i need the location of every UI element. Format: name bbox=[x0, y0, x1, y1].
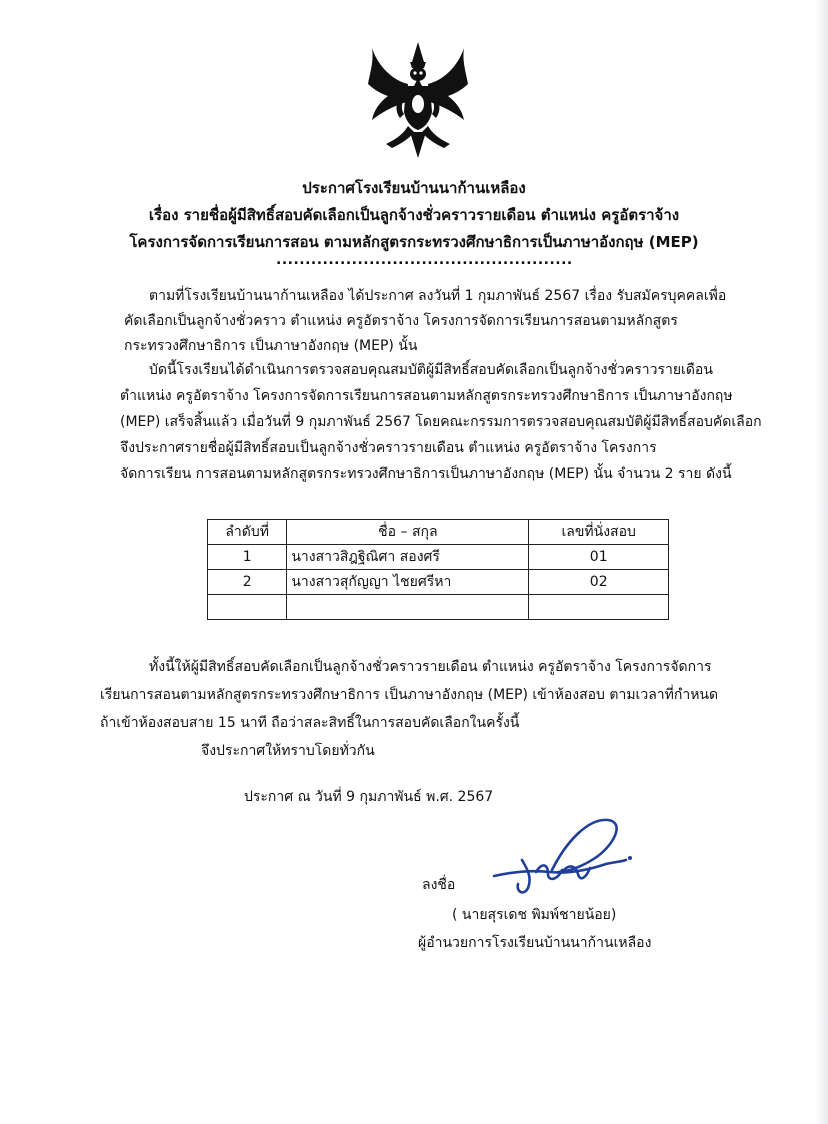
paragraph-1-line: ตามที่โรงเรียนบ้านนาก้านเหลือง ได้ประกาศ ลงวันที่ 1 กุมภาพันธ์ 2567 เรื่อง รับสมัครบุคคลเพื่อ bbox=[149, 288, 727, 304]
paragraph-1-line: คัดเลือกเป็นลูกจ้างชั่วคราว ตำแหน่ง ครูอัตราจ้าง โครงการจัดการเรียนการสอนตามหลักสูตร bbox=[124, 313, 678, 329]
announcement-subject: เรื่อง รายชื่อผู้มีสิทธิ์สอบคัดเลือกเป็นลูกจ้างชั่วคราวรายเดือน ตำแหน่ง ครูอัตราจ้าง bbox=[148, 206, 680, 224]
cell-order: 1 bbox=[208, 545, 287, 570]
cell-name: นางสาวสิฎฐิณิศา สองศรี bbox=[287, 545, 529, 570]
column-header-seat: เลขที่นั่งสอบ bbox=[529, 520, 669, 545]
garuda-emblem-icon bbox=[364, 40, 472, 160]
paragraph-3-line: ทั้งนี้ให้ผู้มีสิทธิ์สอบคัดเลือกเป็นลูกจ้างชั่วคราวรายเดือน ตำแหน่ง ครูอัตราจ้าง โครงการจัดการ bbox=[149, 659, 712, 675]
paragraph-2-line: บัดนี้โรงเรียนได้ดำเนินการตรวจสอบคุณสมบัติผู้มีสิทธิ์สอบคัดเลือกเป็นลูกจ้างชั่วคราวรายเดือน bbox=[149, 362, 713, 378]
cell-seat bbox=[529, 595, 669, 620]
page-edge-shadow bbox=[814, 0, 828, 1124]
table-row bbox=[208, 570, 669, 595]
table-row-empty bbox=[208, 595, 669, 620]
signature-label: ลงชื่อ bbox=[422, 877, 456, 893]
column-header-name: ชื่อ – สกุล bbox=[287, 520, 529, 545]
paragraph-3-line: เรียนการสอนตามหลักสูตรกระทรวงศึกษาธิการ เป็นภาษาอังกฤษ (MEP) เข้าห้องสอบ ตามเวลาที่กำหนด bbox=[100, 687, 719, 703]
paragraph-1-line: กระทรวงศึกษาธิการ เป็นภาษาอังกฤษ (MEP) นั้น bbox=[124, 338, 418, 354]
closing-line: จึงประกาศให้ทราบโดยทั่วกัน bbox=[201, 743, 375, 759]
signer-name: ( นายสุรเดช พิมพ์ชายน้อย) bbox=[452, 907, 617, 923]
cell-order: 2 bbox=[208, 570, 287, 595]
paragraph-3-line: ถ้าเข้าห้องสอบสาย 15 นาที ถือว่าสละสิทธิ์ในการสอบคัดเลือกในครั้งนี้ bbox=[100, 715, 520, 731]
paragraph-2-line: (MEP) เสร็จสิ้นแล้ว เมื่อวันที่ 9 กุมภาพันธ์ 2567 โดยคณะกรรมการตรวจสอบคุณสมบัติผู้มีสิทธิ์สอบคัดเลือก bbox=[120, 414, 762, 430]
paragraph-2-line: จึงประกาศรายชื่อผู้มีสิทธิ์สอบเป็นลูกจ้างชั่วคราวรายเดือน ตำแหน่ง ครูอัตราจ้าง โครงการ bbox=[120, 440, 657, 456]
cell-name: นางสาวสุกัญญา ไชยศรีหา bbox=[287, 570, 529, 595]
announcement-title: ประกาศโรงเรียนบ้านนาก้านเหลือง bbox=[302, 179, 526, 197]
column-header-order: ลำดับที่ bbox=[208, 520, 287, 545]
announcement-project: โครงการจัดการเรียนการสอน ตามหลักสูตรกระทรวงศึกษาธิการเป็นภาษาอังกฤษ (MEP) bbox=[129, 233, 699, 251]
cell-order bbox=[208, 595, 287, 620]
title-divider: ................................................... bbox=[276, 252, 573, 268]
cell-seat: 02 bbox=[529, 570, 669, 595]
paragraph-2-line: ตำแหน่ง ครูอัตราจ้าง โครงการจัดการเรียนการสอนตามหลักสูตรกระทรวงศึกษาธิการ เป็นภาษาอังกฤษ bbox=[120, 388, 733, 404]
announced-date: ประกาศ ณ วันที่ 9 กุมภาพันธ์ พ.ศ. 2567 bbox=[244, 789, 494, 805]
signature-scribble-icon bbox=[488, 812, 638, 908]
signer-position: ผู้อำนวยการโรงเรียนบ้านนาก้านเหลือง bbox=[418, 935, 652, 951]
candidate-table bbox=[207, 519, 669, 620]
table-header-row bbox=[208, 520, 669, 545]
cell-seat: 01 bbox=[529, 545, 669, 570]
table-row bbox=[208, 545, 669, 570]
cell-name bbox=[287, 595, 529, 620]
paragraph-2-line: จัดการเรียน การสอนตามหลักสูตรกระทรวงศึกษาธิการเป็นภาษาอังกฤษ (MEP) นั้น จำนวน 2 ราย ดังนี้ bbox=[120, 466, 732, 482]
